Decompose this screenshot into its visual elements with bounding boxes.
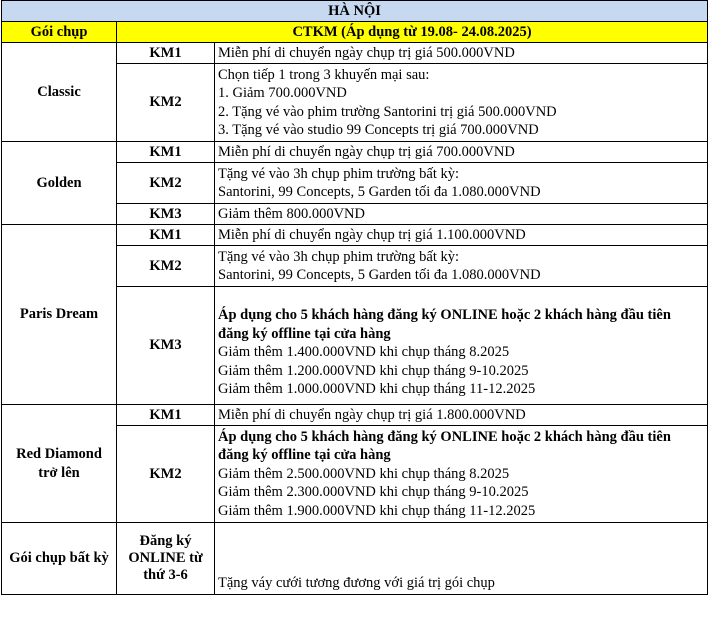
promo-description xyxy=(215,523,708,595)
promo-line: Giảm thêm 1.400.000VND khi chụp tháng 8.2025 xyxy=(218,344,510,361)
promo-code: KM3 xyxy=(117,204,215,225)
promo-code: KM2 xyxy=(117,246,215,287)
promo-code: KM2 xyxy=(117,163,215,204)
table-row xyxy=(2,225,708,246)
package-name-any: Gói chụp bất kỳ xyxy=(2,523,117,595)
promo-code: KM1 xyxy=(117,43,215,64)
promo-line: 2. Tặng vé vào phim trường Santorini trị giá 500.000VND xyxy=(218,103,557,120)
title-row xyxy=(2,1,708,22)
package-name-red-diamond xyxy=(2,405,117,523)
promo-code: KM3 xyxy=(117,287,215,405)
promo-line: Santorini, 99 Concepts, 5 Garden tối đa 1.080.000VND xyxy=(218,267,541,283)
package-name-classic: Classic xyxy=(2,43,117,142)
package-name-line: trở lên xyxy=(38,464,80,481)
promo-line: Giảm thêm 2.500.000VND khi chụp tháng 8.2025 xyxy=(218,465,510,482)
promo-line: Giảm thêm 1.000.000VND khi chụp tháng 11-12.2025 xyxy=(218,381,536,398)
package-name-golden: Golden xyxy=(2,142,117,225)
promo-line: Giảm thêm 1.900.000VND khi chụp tháng 11-12.2025 xyxy=(218,502,536,519)
promo-description xyxy=(215,204,708,225)
promo-description xyxy=(215,64,708,142)
promo-line: 1. Giảm 700.000VND xyxy=(218,85,347,102)
promo-line: Giảm thêm 800.000VND xyxy=(218,205,365,222)
promo-description xyxy=(215,287,708,405)
promo-code: KM1 xyxy=(117,405,215,426)
header-promotion: CTKM (Áp dụng từ 19.08- 24.08.2025) xyxy=(117,22,708,43)
promo-description xyxy=(215,225,708,246)
promo-line: Miễn phí di chuyển ngày chụp trị giá 1.100.000VND xyxy=(218,226,526,243)
promo-description xyxy=(215,426,708,523)
promo-line: Miễn phí di chuyển ngày chụp trị giá 700.000VND xyxy=(218,143,515,160)
promo-line: Miễn phí di chuyển ngày chụp trị giá 1.800.000VND xyxy=(218,406,526,423)
header-package: Gói chụp xyxy=(2,22,117,43)
promotion-table xyxy=(1,0,708,595)
promo-description xyxy=(215,246,708,287)
promo-line: Tặng vé vào 3h chụp phim trường bất kỳ: xyxy=(218,248,460,265)
package-name-line: Red Diamond xyxy=(16,446,102,463)
header-row xyxy=(2,22,708,43)
promo-line: Giảm thêm 2.300.000VND khi chụp tháng 9-10.2025 xyxy=(218,484,529,501)
promo-line: 3. Tặng vé vào studio 99 Concepts trị giá 700.000VND xyxy=(218,121,539,138)
promo-description xyxy=(215,163,708,204)
promo-description xyxy=(215,43,708,64)
promo-code: KM2 xyxy=(117,426,215,523)
promo-line: Giảm thêm 1.200.000VND khi chụp tháng 9-10.2025 xyxy=(218,362,529,379)
table-title: HÀ NỘI xyxy=(2,1,708,22)
promo-code: KM1 xyxy=(117,142,215,163)
promo-description xyxy=(215,142,708,163)
table-row xyxy=(2,523,708,595)
promo-code: KM2 xyxy=(117,64,215,142)
promo-line: Miễn phí di chuyển ngày chụp trị giá 500.000VND xyxy=(218,44,515,61)
package-name-paris-dream: Paris Dream xyxy=(2,225,117,405)
table-row xyxy=(2,405,708,426)
promo-line: Tặng vé vào 3h chụp phim trường bất kỳ: xyxy=(218,165,460,182)
promo-eligibility-note: Áp dụng cho 5 khách hàng đăng ký ONLINE hoặc 2 khách hàng đầu tiên đăng ký offline tại cửa hàng xyxy=(218,428,671,464)
table-row xyxy=(2,43,708,64)
promo-eligibility-note: Áp dụng cho 5 khách hàng đăng ký ONLINE hoặc 2 khách hàng đầu tiên đăng ký offline tại cửa hàng xyxy=(218,307,671,342)
promo-line: Tặng váy cưới tương đương với giá trị gói chụp xyxy=(218,574,495,591)
promo-line: Santorini, 99 Concepts, 5 Garden tối đa 1.080.000VND xyxy=(218,184,541,200)
promo-code: KM1 xyxy=(117,225,215,246)
promo-code: Đăng ký ONLINE từ thứ 3-6 xyxy=(117,523,215,595)
promo-description xyxy=(215,405,708,426)
table-row xyxy=(2,142,708,163)
promo-line: Chọn tiếp 1 trong 3 khuyến mại sau: xyxy=(218,66,430,83)
